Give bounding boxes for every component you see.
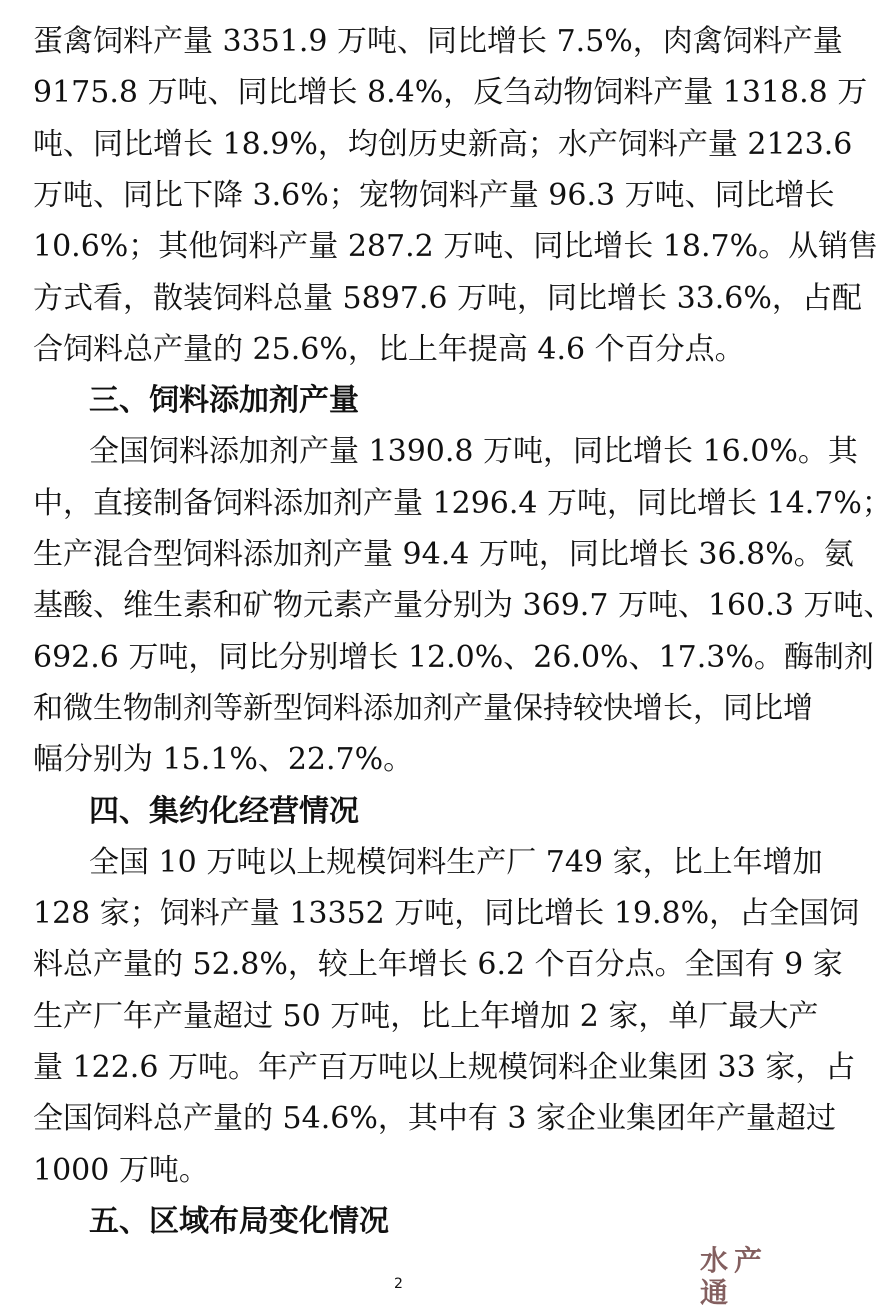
section-heading-feed-additives: 三、饲料添加剂产量: [89, 383, 359, 418]
paragraph-line: 合饲料总产量的 25.6%，比上年提高 4.6 个百分点。: [33, 332, 745, 367]
paragraph-line: 万吨、同比下降 3.6%；宠物饲料产量 96.3 万吨、同比增长: [33, 178, 835, 213]
paragraph-line: 10.6%；其他饲料产量 287.2 万吨、同比增长 18.7%。从销售: [33, 229, 879, 264]
watermark-logo: 水产通: [700, 1244, 769, 1309]
paragraph-line: 蛋禽饲料产量 3351.9 万吨、同比增长 7.5%，肉禽饲料产量: [33, 24, 843, 59]
section-heading-intensive-operation: 四、集约化经营情况: [89, 794, 359, 829]
paragraph-line: 生产混合型饲料添加剂产量 94.4 万吨，同比增长 36.8%。氨: [33, 537, 854, 572]
paragraph-line: 生产厂年产量超过 50 万吨，比上年增加 2 家，单厂最大产: [33, 999, 819, 1034]
paragraph-line: 全国饲料总产量的 54.6%，其中有 3 家企业集团年产量超过: [33, 1101, 836, 1136]
paragraph-line: 692.6 万吨，同比分别增长 12.0%、26.0%、17.3%。酶制剂: [33, 640, 874, 675]
section-heading-regional-layout: 五、区域布局变化情况: [89, 1204, 389, 1239]
paragraph-line: 料总产量的 52.8%，较上年增长 6.2 个百分点。全国有 9 家: [33, 947, 843, 982]
paragraph-line: 中，直接制备饲料添加剂产量 1296.4 万吨，同比增长 14.7%；: [33, 486, 892, 521]
paragraph-line: 基酸、维生素和矿物元素产量分别为 369.7 万吨、160.3 万吨、: [33, 588, 893, 623]
paragraph-line: 和微生物制剂等新型饲料添加剂产量保持较快增长，同比增: [33, 691, 813, 726]
paragraph-line: 幅分别为 15.1%、22.7%。: [33, 742, 414, 777]
paragraph-line: 方式看，散装饲料总量 5897.6 万吨，同比增长 33.6%，占配: [33, 281, 862, 316]
page-number: 2: [394, 1276, 403, 1292]
paragraph-line: 1000 万吨。: [33, 1153, 209, 1188]
paragraph-line: 128 家；饲料产量 13352 万吨，同比增长 19.8%，占全国饲: [33, 896, 860, 931]
paragraph-line: 全国 10 万吨以上规模饲料生产厂 749 家，比上年增加: [89, 845, 823, 880]
paragraph-line: 全国饲料添加剂产量 1390.8 万吨，同比增长 16.0%。其: [89, 434, 858, 469]
paragraph-line: 9175.8 万吨、同比增长 8.4%，反刍动物饲料产量 1318.8 万: [33, 75, 868, 110]
paragraph-line: 吨、同比增长 18.9%，均创历史新高；水产饲料产量 2123.6: [33, 127, 853, 162]
paragraph-line: 量 122.6 万吨。年产百万吨以上规模饲料企业集团 33 家，占: [33, 1050, 856, 1085]
